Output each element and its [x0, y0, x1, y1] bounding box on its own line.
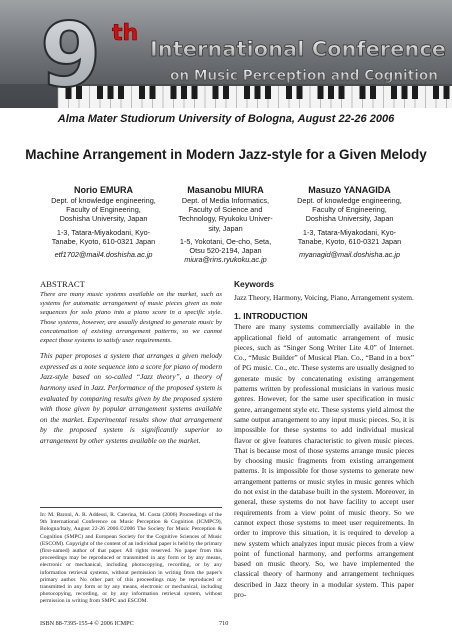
venue-line: Alma Mater Studiorum University of Bologna, August 22-26 2006: [57, 113, 395, 125]
author-email: miura@rins.ryukoku.ac.jp: [184, 255, 267, 265]
author-affiliation: sity, Japan: [208, 223, 243, 233]
banner-subtitle: on Music Perception and Cognition: [170, 68, 438, 84]
black-key: [150, 86, 156, 99]
edition-number: 9: [40, 4, 102, 107]
banner-graphic: [0, 0, 452, 108]
black-key: [171, 86, 177, 99]
black-key: [360, 86, 366, 99]
abstract-paragraph: This paper proposes a system that arranges a given melody expressed as a note sequence into a score for piano of modern Jazz-style based on so-called “Jazz theory”, a theory of harmony used in Jazz. Performance of the proposed system is evaluated by comparing results given by the proposed system with those given by popular arrangement systems available on the market. Experimental results show that arrangement by the proposed system is significantly superior to arrangement by other systems available on the market.: [40, 351, 222, 445]
black-key: [265, 86, 271, 99]
black-key: [286, 86, 292, 99]
black-key: [181, 86, 187, 99]
black-key: [192, 86, 198, 99]
author-address: Tanabe, Kyoto, 610-0321 Japan: [297, 236, 402, 246]
author-affiliation: Dept. of Media Informatics,: [181, 196, 270, 205]
author-affiliation: Technology, Ryukoku Univer-: [178, 214, 273, 224]
abstract-heading: ABSTRACT: [40, 279, 85, 289]
black-key: [139, 86, 145, 99]
author-email: etf1702@mail4.doshisha.ac.jp: [54, 250, 153, 260]
black-key: [370, 86, 376, 99]
black-key: [391, 86, 397, 99]
black-key: [244, 86, 250, 99]
author-email: myanagid@mail.doshisha.ac.jp: [298, 250, 401, 260]
author-name: Norio EMURA: [74, 185, 133, 195]
banner-title: International Conference: [150, 37, 446, 61]
author-affiliation: Doshisha University, Japan: [59, 214, 148, 224]
copyright-notice: In: M. Baroni, A. R. Addessi, R. Caterina, M. Costa (2006) Proceedings of the 9th International Conference on Music Perception & Cognition (ICMPC9), Bologna/Italy, August 22-26 2006.©2006 The Society for Music Perception & Cognition (SMPC) and European Society for the Cognitive Sciences of Music (ESCOM). Copyright of the content of an individual paper is held by the primary (first-named) author of that paper. All rights reserved. No paper from this proceedings may be reproduced or transmitted in any form or by any means, electronic or mechanical, including photocopying, recording, or by any information retrieval systems, without permission in writing from the paper's primary author. No other part of this proceedings may be reproduced or transmitted in any form or by any means, electronic or mechanical, including photocopying, recording, or by any information retrieval system, without permission in writing from SMPC and ESCOM.: [40, 512, 222, 605]
black-key: [297, 86, 303, 99]
author-affiliation: Dept. of knowledge engineering,: [51, 196, 156, 205]
author-address: 1-5, Yokotani, Oe-cho, Seta,: [179, 236, 272, 246]
black-key: [255, 86, 261, 99]
author-affiliation: Faculty of Engineering,: [66, 205, 141, 215]
abstract-paragraph: There are many music systems available on the market, such as systems for automatic arrangement of music pieces given as note sequences for solo piano into a piano score in a specific style. Those systems, however, are usually designed to generate music by concatenation of existing arrangement patterns, so we cannot expect those systems to satisfy user requirements.: [40, 291, 222, 345]
author-block: [158, 184, 293, 264]
black-key: [339, 86, 345, 99]
author-block: [282, 184, 417, 259]
page-number: 710: [219, 620, 229, 627]
black-key: [118, 86, 124, 99]
introduction-heading: 1. INTRODUCTION: [234, 311, 308, 322]
piano-keys-graphic: [58, 86, 452, 108]
black-key: [402, 86, 408, 99]
author-address: 1-3, Tatara-Miyakodani, Kyo-: [302, 227, 397, 237]
introduction-paragraph: There are many systems commercially available in the applicational field of automatic arrangement of music pieces, such as “Singer Song Writer Lite 4.0” of Internet. Co., “Music Builder” of Musical Plan. Co., “Band in a box” of PG music. Co., etc. These systems are usually designed to generate music by concatenating existing arrangement patterns written by professional musicians in various music genres. However, for the same user specification in music genre, arrangement style etc. These systems yield almost the same output arrangement to any input music pieces. So, it is impossible for these systems to add individual musical flavor or give features characteristic to given music pieces. That is because most of those systems arrange music pieces by choosing music fragments from existing arrangement patterns. It is impossible for those systems to generate new arrangement patterns or music styles in music genres which do not exist in the database built in the system. Moreover, in general, these systems do not have facility to accept user requirements from a view point of music theory. So we cannot expect those systems to meet user requirements. In order to improve this situation, it is required to develop a new system which analyzes input music pieces from a view point of functional harmony, and performs arrangement based on music theory. So, we have implemented the classical theory of harmony and arrangement techniques described in Jazz theory in a modular system. This paper pro-: [234, 322, 414, 600]
author-block: [36, 184, 171, 259]
author-affiliation: Faculty of Engineering,: [312, 205, 387, 215]
black-key: [433, 86, 439, 99]
author-name: Masuzo YANAGIDA: [308, 185, 391, 195]
paper-title: Machine Arrangement in Modern Jazz-style for a Given Melody: [25, 147, 427, 162]
black-key: [328, 86, 334, 99]
black-key: [213, 86, 219, 99]
keywords-text: Jazz Theory, Harmony, Voicing, Piano, Arrangement system.: [234, 293, 414, 302]
author-address: Otsu 520-2194, Japan: [189, 246, 262, 256]
abstract-section: [40, 279, 222, 447]
black-key: [108, 86, 114, 99]
isbn-footer: ISBN 88-7395-155-4 © 2006 ICMPC: [40, 620, 134, 627]
black-key: [444, 86, 450, 99]
black-key: [318, 86, 324, 99]
black-key: [412, 86, 418, 99]
edition-ordinal: th: [112, 21, 139, 46]
author-affiliation: Dept. of knowledge engineering,: [297, 196, 402, 205]
footnote-divider: [40, 507, 222, 508]
black-key: [223, 86, 229, 99]
author-address: 1-3, Tatara-Miyakodani, Kyo-: [56, 227, 151, 237]
keywords-heading: Keywords: [234, 279, 275, 289]
author-affiliation: Faculty of Science and: [188, 205, 263, 215]
right-column: [234, 279, 414, 600]
conference-banner: [0, 0, 452, 108]
author-affiliation: Doshisha University, Japan: [305, 214, 394, 224]
author-name: Masanobu MIURA: [187, 185, 264, 195]
author-address: Tanabe, Kyoto, 610-0321 Japan: [51, 236, 156, 246]
